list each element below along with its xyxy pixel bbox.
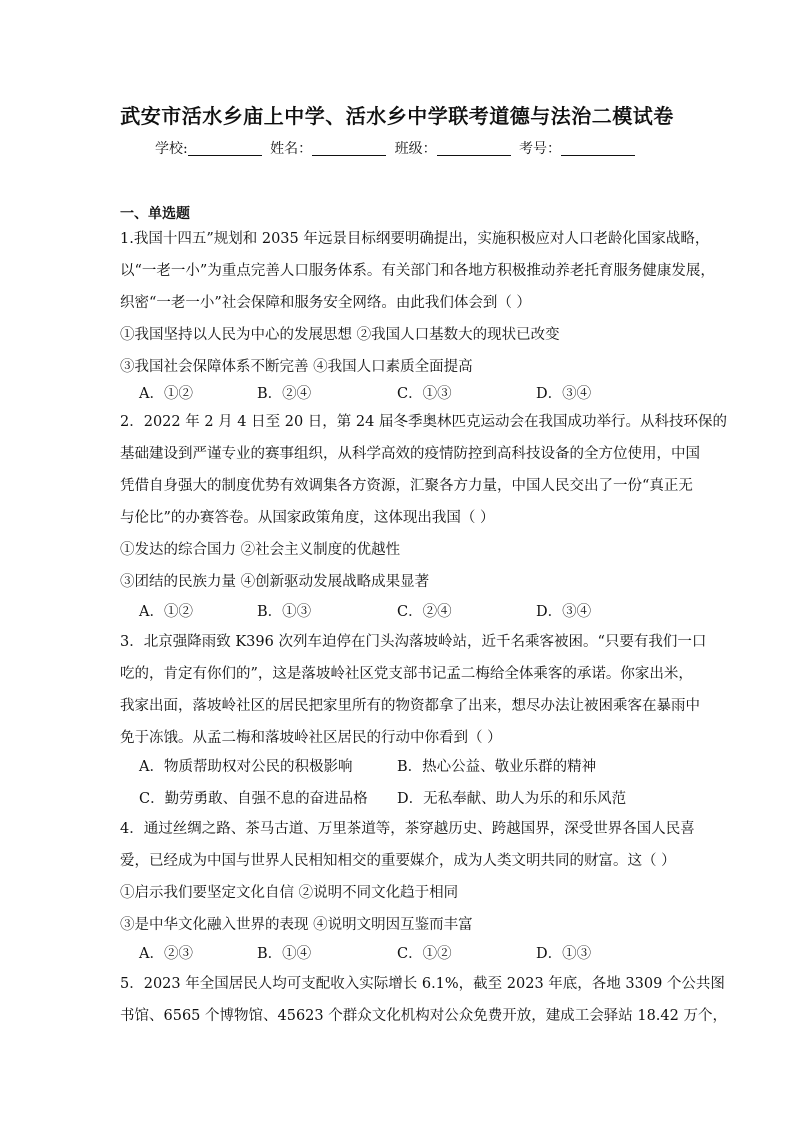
school-blank xyxy=(188,141,262,156)
question-2-line: 凭借自身强大的制度优势有效调集各方资源，汇聚各方力量，中国人民交出了一份“真正无 xyxy=(120,478,693,494)
option-a: A．②③ xyxy=(139,946,193,962)
option-a: A．①② xyxy=(139,604,193,620)
option-b: B．①③ xyxy=(257,604,312,620)
question-3-options-row-2 xyxy=(139,783,699,815)
exam-no-blank xyxy=(561,141,635,156)
option-d: D．无私奉献、助人为乐的和乐风范 xyxy=(397,791,627,807)
option-b: B．①④ xyxy=(257,946,312,962)
question-1-line: 1.我国十四五”规划和 2035 年远景目标纲要明确提出，实施积极应对人口老龄化国家战略， xyxy=(120,231,710,247)
option-a: A．①② xyxy=(139,386,193,402)
question-1-statement: ①我国坚持以人民为中心的发展思想 ②我国人口基数大的现状已改变 xyxy=(120,327,560,343)
question-3-line: 我家出面，落坡岭社区的居民把家里所有的物资都拿了出来，想尽办法让被困乘客在暴雨中 xyxy=(120,698,700,714)
question-1-line: 以“一老一小”为重点完善人口服务体系。有关部门和各地方积极推动养老托育服务健康发展， xyxy=(120,263,715,279)
question-4-options xyxy=(139,938,699,970)
class-blank xyxy=(437,141,511,156)
option-c: C．①③ xyxy=(397,386,452,402)
question-1-line: 织密“一老一小”社会保障和服务安全网络。由此我们体会到（ ） xyxy=(120,295,531,311)
question-3-line: 吃的，肯定有你们的”，这是落坡岭社区党支部书记孟二梅给全体乘客的承诺。你家出米， xyxy=(120,666,693,682)
question-3 xyxy=(120,626,707,754)
question-4 xyxy=(120,813,695,941)
question-5-line: 5．2023 年全国居民人均可支配收入实际增长 6.1%，截至 2023 年底，各地 3309 个公共图 xyxy=(120,976,725,992)
class-label: 班级： xyxy=(394,141,437,157)
student-info-line xyxy=(0,138,794,158)
question-3-line: 3．北京强降雨致 K396 次列车迫停在门头沟落坡岭站，近千名乘客被困。“只要有我们一口 xyxy=(120,634,707,650)
option-a: A．物质帮助权对公民的积极影响 xyxy=(139,759,353,775)
question-4-line: 爱，已经成为中国与世界人民相知相交的重要媒介，成为人类文明共同的财富。这（ ） xyxy=(120,853,676,869)
option-c: C．①② xyxy=(397,946,452,962)
exam-no-label: 考号： xyxy=(519,141,562,157)
section-title: 一、单选题 xyxy=(120,206,190,222)
question-2-statement: ③团结的民族力量 ④创新驱动发展战略成果显著 xyxy=(120,574,430,590)
question-5-line: 书馆、6565 个博物馆、45623 个群众文化机构对公众免费开放，建成工会驿站 18.42 万个， xyxy=(120,1008,727,1024)
option-d: D．③④ xyxy=(536,386,592,402)
option-b: B．热心公益、敬业乐群的精神 xyxy=(397,759,597,775)
question-3-line: 免于冻饿。从孟二梅和落坡岭社区居民的行动中你看到（ ） xyxy=(120,730,502,746)
question-1-statement: ③我国社会保障体系不断完善 ④我国人口素质全面提高 xyxy=(120,359,473,375)
question-3-options-row-1 xyxy=(139,751,699,783)
option-b: B．②④ xyxy=(257,386,312,402)
option-d: D．③④ xyxy=(536,604,592,620)
question-5 xyxy=(120,968,727,1032)
name-blank xyxy=(312,141,386,156)
question-2-line: 基础建设到严谨专业的赛事组织，从科学高效的疫情防控到高科技设备的全方位使用，中国 xyxy=(120,446,700,462)
question-4-line: 4．通过丝绸之路、茶马古道、万里茶道等，茶穿越历史、跨越国界，深受世界各国人民喜 xyxy=(120,821,695,837)
question-2-options xyxy=(139,596,699,628)
option-c: C．②④ xyxy=(397,604,452,620)
question-4-statement: ③是中华文化融入世界的表现 ④说明文明因互鉴而丰富 xyxy=(120,917,473,933)
question-2-line: 与伦比”的办赛答卷。从国家政策角度，这体现出我国（ ） xyxy=(120,510,495,526)
name-label: 姓名： xyxy=(270,141,313,157)
school-label: 学校: xyxy=(154,141,188,157)
question-2-statement: ①发达的综合国力 ②社会主义制度的优越性 xyxy=(120,542,401,558)
option-d: D．①③ xyxy=(536,946,592,962)
question-1 xyxy=(120,223,715,383)
question-2-line: 2．2022 年 2 月 4 日至 20 日，第 24 届冬季奥林匹克运动会在我国成功举行。从科技环保的 xyxy=(120,414,727,430)
exam-title: 武安市活水乡庙上中学、活水乡中学联考道德与法治二模试卷 xyxy=(120,104,674,128)
question-4-statement: ①启示我们要坚定文化自信 ②说明不同文化趋于相同 xyxy=(120,885,459,901)
question-2 xyxy=(120,406,727,598)
option-c: C．勤劳勇敢、自强不息的奋进品格 xyxy=(139,791,368,807)
